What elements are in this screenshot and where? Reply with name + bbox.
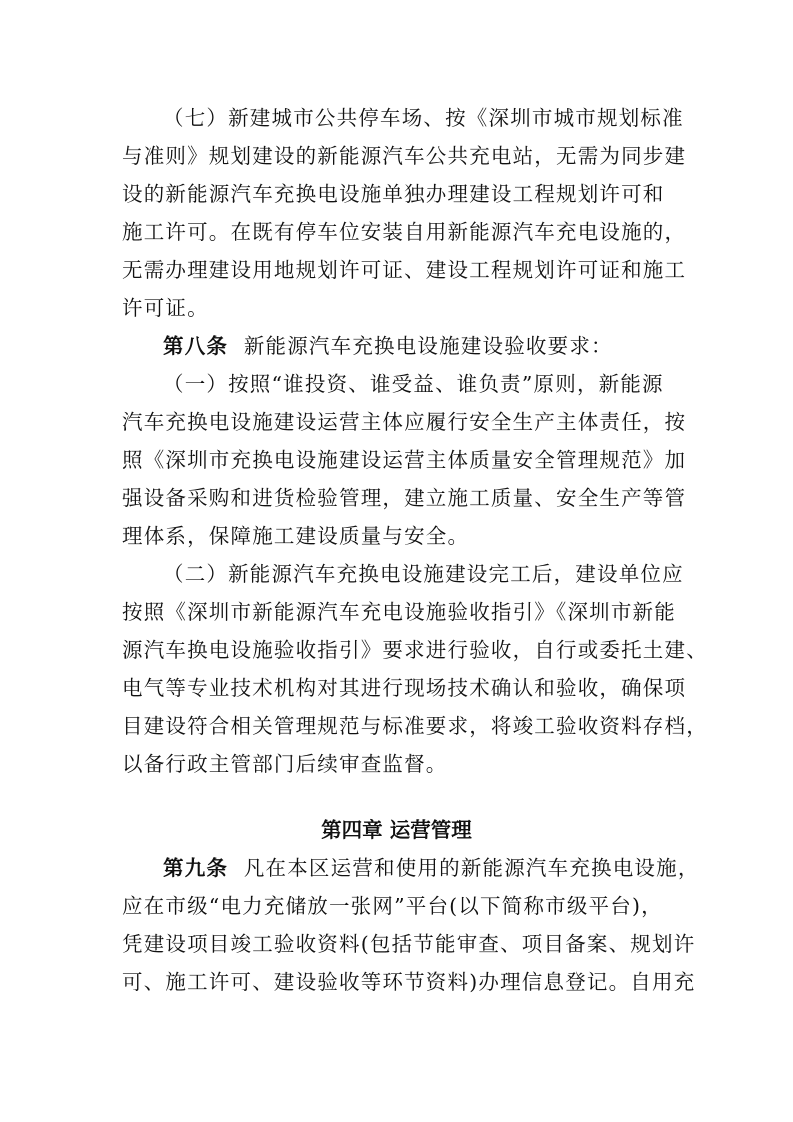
paragraph-7-line-6: 许可证。: [122, 296, 209, 320]
paragraph-7-line-2: 与准则》规划建设的新能源汽车公共充电站，无需为同步建: [122, 144, 687, 168]
item-2-line-5: 目建设符合相关管理规范与标准要求，将竣工验收资料存档，: [122, 714, 708, 738]
item-1-line-5: 理体系，保障施工建设质量与安全。: [122, 524, 470, 548]
item-1-line-2: 汽车充换电设施建设运营主体应履行安全生产主体责任，按: [122, 410, 687, 434]
item-1-line-1: （一）按照“谁投资、谁受益、谁负责”原则，新能源: [163, 372, 664, 396]
item-2-line-6: 以备行政主管部门后续审查监督。: [122, 752, 448, 776]
item-2-line-4: 电气等专业技术机构对其进行现场技术确认和验收，确保项: [122, 676, 687, 700]
article-9-label: 第九条: [163, 856, 229, 880]
paragraph-7-line-5: 无需办理建设用地规划许可证、建设工程规划许可证和施工: [122, 258, 687, 282]
paragraph-7-line-1: （七）新建城市公共停车场、按《深圳市城市规划标准: [163, 106, 684, 130]
article-8-line: [163, 332, 723, 360]
article-8-label: 第八条: [163, 334, 229, 358]
article-9-line: [163, 854, 723, 882]
chapter-4-heading: 第四章 运营管理: [321, 818, 472, 842]
item-2-line-2: 按照《深圳市新能源汽车充电设施验收指引》《深圳市新能: [122, 600, 676, 624]
article-9-line-3: 凭建设项目竣工验收资料(包括节能审查、项目备案、规划许: [122, 932, 696, 956]
article-8-text: 新能源汽车充换电设施建设验收要求：: [243, 334, 613, 358]
article-9-line-4: 可、施工许可、建设验收等环节资料)办理信息登记。自用充: [122, 970, 696, 994]
item-2-line-1: （二）新能源汽车充换电设施建设完工后，建设单位应: [163, 562, 684, 586]
item-2-line-3: 源汽车换电设施验收指引》要求进行验收，自行或委托土建、: [122, 638, 708, 662]
article-9-text: 凡在本区运营和使用的新能源汽车充换电设施，: [243, 856, 700, 880]
article-9-line-2: 应在市级“电力充储放一张网”平台(以下简称市级平台)，: [122, 894, 663, 918]
item-1-line-3: 照《深圳市充换电设施建设运营主体质量安全管理规范》加: [122, 448, 687, 472]
item-1-line-4: 强设备采购和进货检验管理，建立施工质量、安全生产等管: [122, 486, 687, 510]
paragraph-7-line-3: 设的新能源汽车充换电设施单独办理建设工程规划许可和: [122, 182, 665, 206]
paragraph-7-line-4: 施工许可。在既有停车位安装自用新能源汽车充电设施的，: [122, 220, 687, 244]
